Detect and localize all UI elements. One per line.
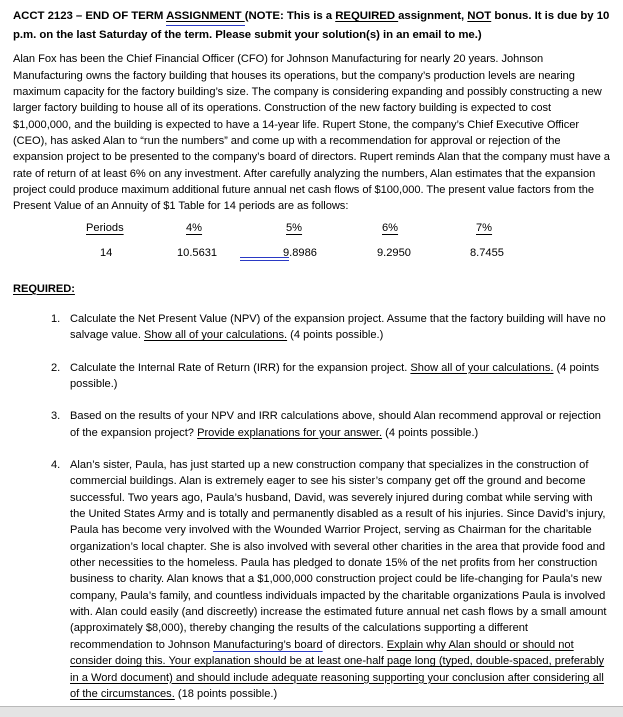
list-item-text-mid: of directors. <box>322 638 387 651</box>
list-item <box>13 408 610 441</box>
table-header-6pct: 6% <box>382 221 399 234</box>
list-item-number: 1. <box>51 312 61 325</box>
list-item-text-underlined: Explain why Alan should or should not consider doing this. Your explanation should be at least one-half page long (typed, double-spaced, preferably in a Word document) and should include adequate reasoning supporting your conclusion after considering all of the circumstances. <box>70 638 605 700</box>
table-header-row <box>13 221 610 244</box>
scenario-paragraph: Alan Fox has been the Chief Financial Officer (CFO) for Johnson Manufacturing for nearly 20 years. Johnson Manufacturing owns the factory building that houses its operations, but the company’s production levels are nearing maximum capacity for the factory building’s size. The company is considering expanding and possibly constructing a new larger factory building to house all of its operations. Construction of the new factory building is expected to cost $1,000,000, and the building is expected to have a 14-year life. Rupert Stone, the company’s Chief Executive Officer (CEO), has asked Alan to “run the numbers” and come up with a recommendation for approval or rejection of the expansion project to be presented to the company’s board of directors. Rupert reminds Alan that the company must have a rate of return of at least 6% on any investment. After carefully analyzing the numbers, Alan estimates that the expansion project could produce maximum additional future annual net cash flows of $100,000. The present value factors from the Present Value of an Annuity of $1 Table for 14 periods are as follows: <box>13 53 610 213</box>
title-part-note: (NOTE: This is a <box>244 10 336 22</box>
table-header-4pct: 4% <box>186 221 203 234</box>
list-item-text-pre: Based on the results of your NPV and IRR calculations above, should Alan recommend approval or rejection of the expansion project? <box>70 410 601 439</box>
title-part-assignment: assignment, <box>398 10 468 22</box>
table-header-5pct: 5% <box>286 221 303 234</box>
list-item-text-post: (4 points possible.) <box>287 329 384 342</box>
title-required-underlined: REQUIRED <box>335 10 399 22</box>
list-item <box>13 360 610 393</box>
list-item-text-post: (18 points possible.) <box>174 687 278 700</box>
title-part-course: ACCT 2123 – END OF TERM <box>13 10 167 22</box>
table-cell-4pct: 10.5631 <box>177 246 218 259</box>
title-assignment-underlined: ASSIGNMENT <box>166 10 245 22</box>
required-heading: REQUIRED: <box>13 282 75 295</box>
table-header-periods: Periods <box>86 221 124 234</box>
title-part-tail: bonus. It is due by 10 p.m. on the last Saturday of the term. Please submit your solution(s) in an email to me.) <box>13 10 610 41</box>
spellcheck-underline-mark <box>240 257 289 261</box>
list-item-text-pre: Alan’s sister, Paula, has just started up a new construction company that specializes in the construction of commercial buildings. Alan is extremely eager to see his sister’s company get off the ground and become successful. Two years ago, Paula’s husband, David, was severely injured during combat while serving with the United States Army and is totally and permanently disabled as a result of his injuries. Since David’s injury, Paula has become very involved with the Wounded Warrior Project, serving as Chairman for the charitable organization’s local chapter. She is also involved with several other charities in the area that provide food and other necessities to the homeless. Paula has pledged to donate 15% of the net profits from her construction business to charity. Alan knows that a $1,000,000 construction project could be life-changing for Paula’s new company, Paula’s family, and countless individuals impacted by the charitable organizations Paula is involved with. Alan could easily (and discreetly) increase the estimated future annual net cash flows by a small amount (approximately $8,000), thereby changing the results of the calculations supporting a different recommendation to Johnson <box>70 459 607 651</box>
list-item-text-underlined: Provide explanations for your answer. <box>197 426 383 439</box>
title-not-underlined: NOT <box>467 10 492 22</box>
page-gap <box>0 707 623 717</box>
table-header-7pct: 7% <box>476 221 493 234</box>
list-item-text-pre: Calculate the Internal Rate of Return (IRR) for the expansion project. <box>70 361 411 374</box>
list-item-text-pre: Calculate the Net Present Value (NPV) of the expansion project. Assume that the factory building will have no salvage value. <box>70 312 606 342</box>
table-cell-5pct: 9.8986 <box>283 246 317 259</box>
list-item-text-post: (4 points possible.) <box>70 361 600 390</box>
list-item <box>13 457 610 702</box>
list-item-number: 2. <box>51 361 61 374</box>
assignment-title <box>13 7 610 44</box>
table-cell-6pct: 9.2950 <box>377 246 411 259</box>
list-item-text-underlined: Show all of your calculations. <box>410 361 554 374</box>
table-cell-7pct: 8.7455 <box>470 246 504 259</box>
list-item-text-post: (4 points possible.) <box>382 426 479 439</box>
document-body <box>13 7 610 717</box>
table-cell-periods: 14 <box>100 246 113 259</box>
list-item-text-spellcheck: Manufacturing’s board <box>213 638 323 651</box>
present-value-table <box>13 221 610 279</box>
list-item-number: 3. <box>51 410 61 423</box>
required-items-list <box>13 311 610 702</box>
list-item-number: 4. <box>51 459 61 472</box>
table-row <box>13 246 610 269</box>
list-item <box>13 311 610 344</box>
list-item-text-underlined: Show all of your calculations. <box>144 329 288 342</box>
